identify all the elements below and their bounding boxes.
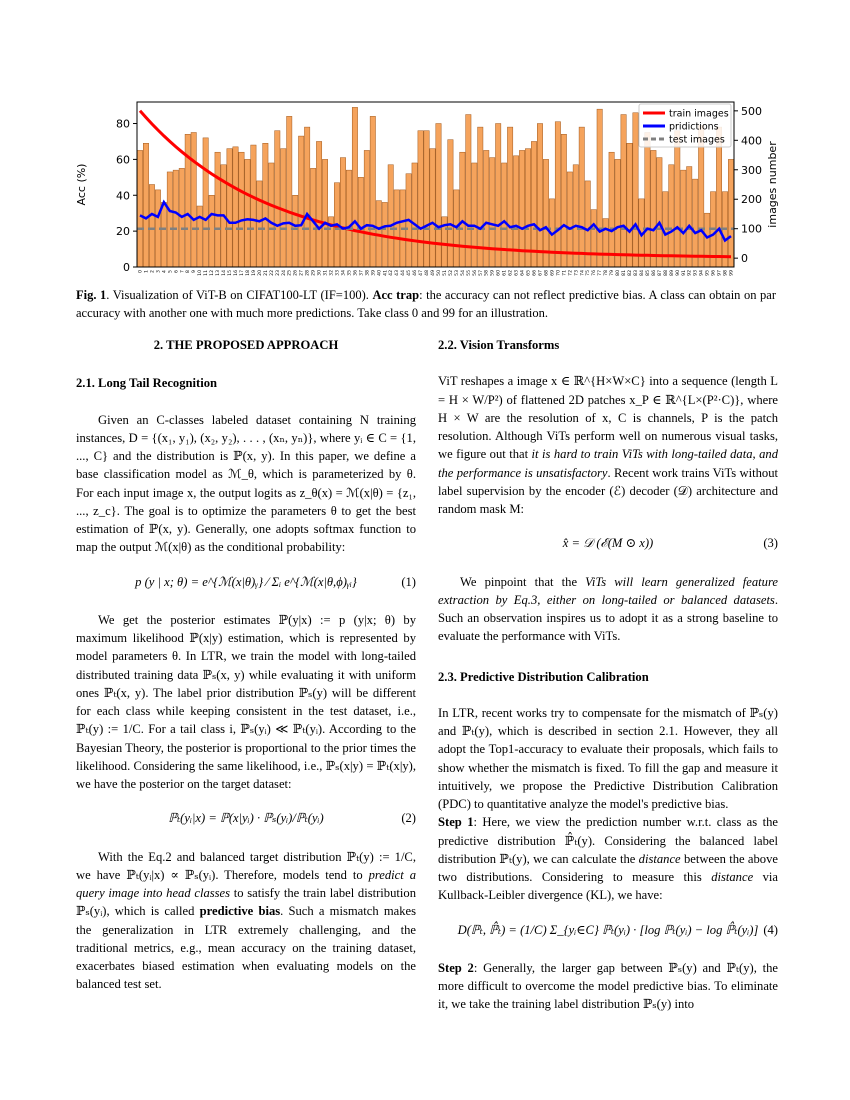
paragraph-posterior: We get the posterior estimates ℙ(y|x) := p (y|x; θ) by maximum likelihood ℙ(x|y) estimation, which is represented by model parameters θ. In LTR, we train the model with long-tailed distributed training data ℙₛ(x, y) while evaluating it with uniform ones ℙₜ(x, y). The label prior distribution ℙₛ(y) will be different for each class while keeping consistent in the test dataset, i.e., ℙₜ(y) := 1/C. For a tail class i, ℙₛ(yᵢ) ≪ ℙₜ(yᵢ). According to the Bayesian Theory, the posterior is proportional to the prior times the likelihood. Considering the same likelihood, i.e., ℙₛ(x|y) = ℙₜ(x|y), we have the posterior on the target dataset:: [76, 612, 416, 791]
p3-text-a: With the Eq.2 and balanced target distribution ℙₜ(y) := 1/C, we have ℙₜ(yᵢ|x) ∝ ℙₛ(yᵢ). Therefore, models tend to: [76, 849, 416, 882]
x-tick-label-48: 48: [425, 270, 430, 276]
x-tick-label-3: 3: [156, 270, 162, 273]
bar-class-46: [412, 163, 417, 267]
bar-class-17: [239, 152, 244, 267]
paragraph-vit: [438, 372, 778, 518]
x-tick-label-44: 44: [401, 270, 407, 276]
bar-class-71: [561, 134, 566, 267]
equation-2: [76, 809, 416, 827]
equation-4-number: (4): [763, 922, 778, 937]
equation-2-body: ℙₜ(yᵢ|x) = ℙ(x|yᵢ) · ℙₛ(yᵢ)/ℙₜ(yᵢ): [168, 811, 324, 826]
bar-class-66: [531, 141, 536, 267]
bar-class-34: [340, 158, 345, 267]
bar-class-36: [352, 107, 357, 267]
x-tick-label-22: 22: [269, 270, 275, 276]
x-tick-label-86: 86: [651, 270, 657, 276]
bar-class-54: [460, 152, 465, 267]
bar-class-49: [430, 149, 435, 267]
x-tick-label-29: 29: [311, 270, 317, 276]
equation-4: [438, 921, 778, 939]
y-tick-label-40: 40: [116, 189, 130, 203]
x-tick-label-88: 88: [663, 270, 669, 276]
caption-label: Fig. 1: [76, 288, 107, 302]
bar-class-83: [633, 113, 638, 267]
bar-class-42: [388, 165, 393, 267]
caption-bold-term: Acc trap: [372, 288, 420, 302]
x-tick-label-47: 47: [419, 270, 425, 276]
caption-text-1: . Visualization of ViT-B on CIFAT100-LT (IF=100).: [106, 288, 373, 302]
equation-1-body: p (y | x; θ) = e^{ℳ(x|θ)ᵧ} ⁄ Σᵢ e^{ℳ(x|θ,ϕ)ᵧᵢ}: [135, 574, 357, 589]
bar-class-80: [615, 159, 620, 267]
x-tick-label-42: 42: [389, 270, 395, 276]
bar-class-57: [478, 127, 483, 267]
equation-3: [438, 534, 778, 552]
x-tick-label-0: 0: [138, 270, 144, 273]
x-tick-label-7: 7: [180, 270, 186, 273]
x-tick-label-33: 33: [335, 270, 341, 276]
p4-text-b: . Recent work trains ViTs without label supervision by the encoder (ℰ) decoder (𝒟) architecture and random mask M:: [438, 465, 778, 516]
figure-1-chart: [60, 90, 780, 286]
x-tick-label-25: 25: [287, 270, 293, 276]
bar-class-92: [687, 167, 692, 267]
equation-1: [76, 573, 416, 591]
x-tick-label-80: 80: [616, 270, 622, 276]
bar-class-59: [490, 158, 495, 267]
paragraph-step-2: [438, 959, 778, 1014]
x-tick-label-62: 62: [508, 270, 514, 276]
bar-class-52: [448, 140, 453, 267]
bar-class-28: [304, 127, 309, 267]
subsection-title-2-3: 2.3. Predictive Distribution Calibration: [438, 669, 649, 684]
bar-class-82: [627, 143, 632, 267]
x-tick-label-85: 85: [645, 270, 651, 276]
paragraph-predictive-bias: [76, 848, 416, 994]
bar-class-11: [203, 138, 208, 267]
x-tick-label-46: 46: [413, 270, 419, 276]
x-tick-label-5: 5: [168, 270, 174, 273]
x-tick-label-10: 10: [198, 270, 204, 276]
paragraph-ltr-intro: Given an C-classes labeled dataset containing N training instances, D = {(x₁, y₁), (x₂, y₂), . . . , (xₙ, yₙ)}, where yᵢ ∈ C = {1, ..., C} and the distribution is ℙ(x, y). In this paper, we define a base classification model as ℳ_θ, which is parameterized by θ. For each input image x, the output logits as z_θ(x) = ℳ(x|θ) = {z₁, ..., z_c}. The goal is to optimize the parameters θ to get the best estimation of ℙ(x, y). Generally, one adopts softmax function to map the output ℳ(x|θ) as the conditional probability:: [76, 412, 416, 555]
x-tick-label-68: 68: [544, 270, 550, 276]
bar-class-4: [161, 202, 166, 267]
x-tick-label-15: 15: [228, 270, 233, 276]
x-tick-label-83: 83: [634, 270, 639, 276]
x-tick-label-4: 4: [162, 270, 168, 273]
x-tick-label-59: 59: [490, 270, 496, 276]
bar-class-6: [173, 170, 178, 267]
figure-caption: [76, 286, 776, 322]
bar-class-86: [651, 150, 656, 267]
x-tick-label-6: 6: [174, 270, 180, 273]
bar-class-79: [609, 152, 614, 267]
bar-class-93: [693, 179, 698, 267]
x-tick-label-27: 27: [299, 270, 305, 276]
bar-class-38: [364, 150, 369, 267]
bar-class-85: [645, 132, 650, 267]
bar-class-18: [245, 159, 250, 267]
p4-italic: it is hard to train ViTs with long-tailed data, and the performance is unsatisfactory: [438, 447, 779, 480]
step-1-italic-2: distance: [711, 870, 754, 884]
p3-bold: predictive bias: [199, 904, 281, 919]
x-tick-label-13: 13: [216, 270, 222, 276]
y2-tick-label-300: 300: [741, 163, 762, 177]
bar-class-70: [555, 122, 560, 267]
x-tick-label-2: 2: [150, 270, 156, 273]
bar-class-90: [675, 131, 680, 267]
x-tick-label-58: 58: [484, 270, 490, 276]
legend-label-1: pridictions: [669, 121, 719, 133]
p3-text-b: to satisfy the train label distribution ℙₛ(yᵢ), which is called: [76, 886, 416, 919]
x-tick-label-45: 45: [407, 270, 413, 276]
step-1-text-b: between the above two distributions. Considering to measure this: [438, 851, 778, 884]
y2-tick-label-400: 400: [741, 134, 762, 148]
x-tick-label-30: 30: [317, 270, 323, 276]
x-tick-label-81: 81: [622, 270, 628, 276]
bar-class-19: [251, 145, 256, 267]
bar-class-26: [293, 195, 298, 267]
y-axis-label: Acc (%): [75, 163, 88, 206]
bar-class-81: [621, 115, 626, 267]
bar-class-87: [657, 158, 662, 267]
x-tick-label-60: 60: [496, 270, 502, 276]
x-tick-label-97: 97: [717, 270, 723, 276]
y-tick-label-60: 60: [116, 153, 130, 167]
bar-class-15: [227, 149, 232, 267]
x-tick-label-98: 98: [723, 270, 729, 276]
x-tick-label-8: 8: [186, 270, 192, 273]
left-column: [76, 336, 416, 994]
x-tick-label-20: 20: [257, 270, 263, 276]
bar-class-2: [149, 185, 154, 268]
bar-class-22: [269, 163, 274, 267]
bar-class-61: [501, 163, 506, 267]
bar-class-62: [507, 127, 512, 267]
bar-class-60: [496, 124, 501, 267]
bar-class-47: [418, 131, 423, 267]
x-tick-label-32: 32: [329, 270, 335, 276]
x-tick-label-87: 87: [657, 270, 663, 276]
bar-class-0: [137, 150, 142, 267]
x-tick-label-11: 11: [204, 270, 210, 276]
x-tick-label-90: 90: [675, 270, 681, 276]
p4-text-a: ViT reshapes a image x ∈ ℝ^{H×W×C} into a sequence (length L = H × W/P²) of flattened 2D patches x_P ∈ ℝ^{L×(P²·C)}, where H × W are the resolution of x, C is channels, P is the patch resolution. Although ViTs perform well on numerous visual tasks, we figure out that: [438, 374, 778, 462]
x-tick-label-71: 71: [562, 270, 568, 276]
step-1-label: Step 1: [438, 815, 474, 830]
y-tick-label-20: 20: [116, 225, 130, 239]
x-tick-label-79: 79: [610, 270, 616, 276]
x-tick-label-89: 89: [669, 270, 675, 276]
bar-class-99: [728, 159, 733, 267]
x-tick-label-70: 70: [556, 270, 562, 276]
y2-axis-label: images number: [766, 141, 779, 228]
x-tick-label-77: 77: [598, 270, 604, 276]
y-tick-label-80: 80: [116, 117, 130, 131]
bar-class-65: [525, 149, 530, 267]
x-tick-label-21: 21: [263, 270, 269, 276]
bar-class-30: [316, 141, 321, 267]
bar-class-25: [287, 116, 292, 267]
x-tick-label-82: 82: [628, 270, 633, 276]
bar-class-55: [466, 115, 471, 267]
subsection-title-2-1: 2.1. Long Tail Recognition: [76, 376, 218, 391]
x-tick-label-52: 52: [448, 270, 454, 276]
bar-class-9: [191, 132, 196, 267]
x-tick-label-12: 12: [210, 270, 216, 276]
x-tick-label-23: 23: [275, 270, 281, 276]
step-2-label: Step 2: [438, 960, 474, 975]
x-tick-label-67: 67: [538, 270, 544, 276]
legend-label-0: train images: [669, 108, 729, 120]
chart-legend: [639, 104, 731, 147]
x-tick-label-43: 43: [395, 270, 401, 276]
bar-class-95: [704, 213, 709, 267]
x-tick-label-93: 93: [693, 270, 699, 276]
bar-class-31: [322, 159, 327, 267]
x-tick-label-96: 96: [711, 270, 717, 276]
equation-3-number: (3): [763, 536, 778, 551]
x-tick-label-55: 55: [466, 270, 472, 276]
bar-class-35: [346, 170, 351, 267]
bar-class-39: [370, 116, 375, 267]
x-tick-label-74: 74: [580, 270, 586, 276]
bar-class-48: [424, 131, 429, 267]
bar-class-37: [358, 177, 363, 267]
x-tick-label-50: 50: [437, 270, 442, 276]
step-1-text-c: via Kullback-Leibler divergence (KL), we have:: [438, 870, 778, 903]
x-tick-label-69: 69: [550, 270, 556, 276]
x-tick-label-41: 41: [383, 270, 389, 276]
step-1-text-a: : Here, we view the prediction number w.r.t. class as the predictive distribution ℙ̂ₜ(y). Considering the balanced label distribution ℙₜ(y), we can calculate the: [438, 815, 778, 866]
bar-class-97: [716, 127, 721, 267]
x-tick-label-94: 94: [699, 270, 705, 276]
x-tick-label-66: 66: [532, 270, 538, 276]
p5-text-b: . Such an observation inspires us to adopt it as a strong baseline to evaluate the performance with ViTs.: [438, 592, 778, 644]
step-2-text: : Generally, the larger gap between ℙₛ(y) and ℙₜ(y), the more difficult to overcome the model predictive bias. To eliminate it, we take the training label distribution ℙₛ(y) into: [438, 960, 778, 1012]
x-tick-label-35: 35: [347, 270, 353, 276]
x-tick-label-99: 99: [729, 270, 735, 276]
x-tick-label-78: 78: [604, 270, 610, 276]
p3-italic: predict a query image into head classes: [76, 867, 416, 900]
bar-class-89: [669, 165, 674, 267]
y2-tick-label-500: 500: [741, 104, 762, 118]
y2-tick-label-200: 200: [741, 193, 762, 207]
x-tick-label-17: 17: [240, 270, 245, 276]
bar-class-91: [681, 170, 686, 267]
x-tick-label-34: 34: [341, 270, 347, 276]
x-tick-label-26: 26: [293, 270, 299, 276]
x-tick-label-39: 39: [371, 270, 377, 276]
x-tick-label-9: 9: [192, 270, 198, 273]
x-tick-label-16: 16: [234, 270, 239, 276]
x-tick-label-24: 24: [281, 270, 287, 276]
x-tick-label-49: 49: [431, 270, 436, 276]
bar-class-16: [233, 147, 238, 267]
x-tick-label-61: 61: [502, 270, 508, 276]
bar-class-10: [197, 206, 202, 267]
equation-1-number: (1): [401, 574, 416, 589]
x-tick-label-84: 84: [640, 270, 645, 276]
x-tick-label-73: 73: [574, 270, 580, 276]
bar-class-12: [209, 195, 214, 267]
bar-class-76: [591, 210, 596, 267]
paragraph-pdc: In LTR, recent works try to compensate for the mismatch of ℙₛ(y) and ℙₜ(y), which is described in section 2.1. However, they all adopt the Top1-accuracy to evaluate their proposals, which fails to show whether the mismatch is fixed. To fill the gap and measure it intuitively, we propose the Predictive Distribution Calibration (PDC) to quantitative analyze the model's predictive bias.: [438, 705, 778, 811]
step-1-italic-1: distance: [638, 851, 681, 866]
bar-class-5: [167, 172, 172, 267]
x-tick-label-92: 92: [687, 270, 693, 276]
x-tick-label-54: 54: [460, 270, 466, 276]
y2-tick-label-0: 0: [741, 252, 748, 266]
y2-tick-label-100: 100: [741, 222, 762, 236]
y-tick-label-0: 0: [123, 261, 130, 274]
x-tick-label-63: 63: [514, 270, 520, 276]
x-tick-label-14: 14: [222, 270, 228, 276]
p5-italic: ViTs will learn generalized feature extraction by Eq.3, either on long-tailed or balanced datasets: [438, 574, 779, 607]
bar-class-1: [143, 143, 148, 267]
paragraph-pinpoint: [438, 573, 778, 646]
legend-label-2: test images: [669, 134, 725, 146]
x-tick-label-72: 72: [568, 270, 574, 276]
x-tick-label-19: 19: [251, 270, 257, 276]
p5-text-a: We pinpoint that the: [460, 574, 586, 589]
x-tick-label-64: 64: [520, 270, 526, 276]
x-tick-label-31: 31: [323, 270, 329, 276]
x-tick-label-36: 36: [353, 270, 359, 276]
x-tick-label-53: 53: [454, 270, 460, 276]
x-tick-label-95: 95: [705, 270, 711, 276]
equation-3-body: x̂ = 𝒟 (ℰ(M ⊙ x)): [562, 536, 654, 551]
x-tick-label-18: 18: [245, 270, 251, 276]
subsection-title-2-2: 2.2. Vision Transforms: [438, 338, 560, 352]
x-tick-label-56: 56: [472, 270, 478, 276]
equation-2-number: (2): [401, 811, 416, 826]
caption-text-2: : the accuracy can not reflect predictive bias. A class can obtain on par accuracy with another one with much more predictions. Take class 0 and 99 for an illustration.: [76, 288, 776, 321]
x-tick-label-28: 28: [305, 270, 311, 276]
bar-class-78: [603, 219, 608, 267]
p3-text-c: . Such a mismatch makes the generalization in LTR extremely challenging, and the traditional metrics, e.g., mean accuracy on the training dataset, exacerbates biased estimation when evaluating models on the balanced test set.: [76, 904, 416, 992]
bar-class-74: [579, 127, 584, 267]
equation-4-body: D(ℙₜ, ℙ̂ₜ) = (1/C) Σ_{yᵢ∈C} ℙₜ(yᵢ) · [log ℙₜ(yᵢ) − log ℙ̂ₜ(yᵢ)]: [457, 922, 759, 937]
x-tick-label-91: 91: [681, 270, 687, 276]
bar-class-20: [257, 181, 262, 267]
x-tick-label-37: 37: [359, 270, 365, 276]
x-tick-label-76: 76: [592, 270, 598, 276]
bar-class-23: [275, 131, 280, 267]
bar-class-67: [537, 124, 542, 267]
x-tick-label-1: 1: [144, 270, 150, 273]
x-tick-label-38: 38: [365, 270, 371, 276]
x-tick-label-51: 51: [443, 270, 448, 276]
x-tick-label-40: 40: [377, 270, 383, 276]
x-tick-label-75: 75: [586, 270, 592, 276]
section-title: 2. THE PROPOSED APPROACH: [153, 338, 339, 352]
bar-class-77: [597, 109, 602, 267]
x-tick-label-65: 65: [526, 270, 532, 276]
paragraph-step-1: [438, 813, 778, 904]
bar-class-27: [298, 136, 303, 267]
bar-class-13: [215, 152, 220, 267]
x-tick-label-57: 57: [478, 270, 484, 276]
right-column: [438, 336, 778, 1014]
bar-class-56: [472, 163, 477, 267]
bar-class-21: [263, 143, 268, 267]
